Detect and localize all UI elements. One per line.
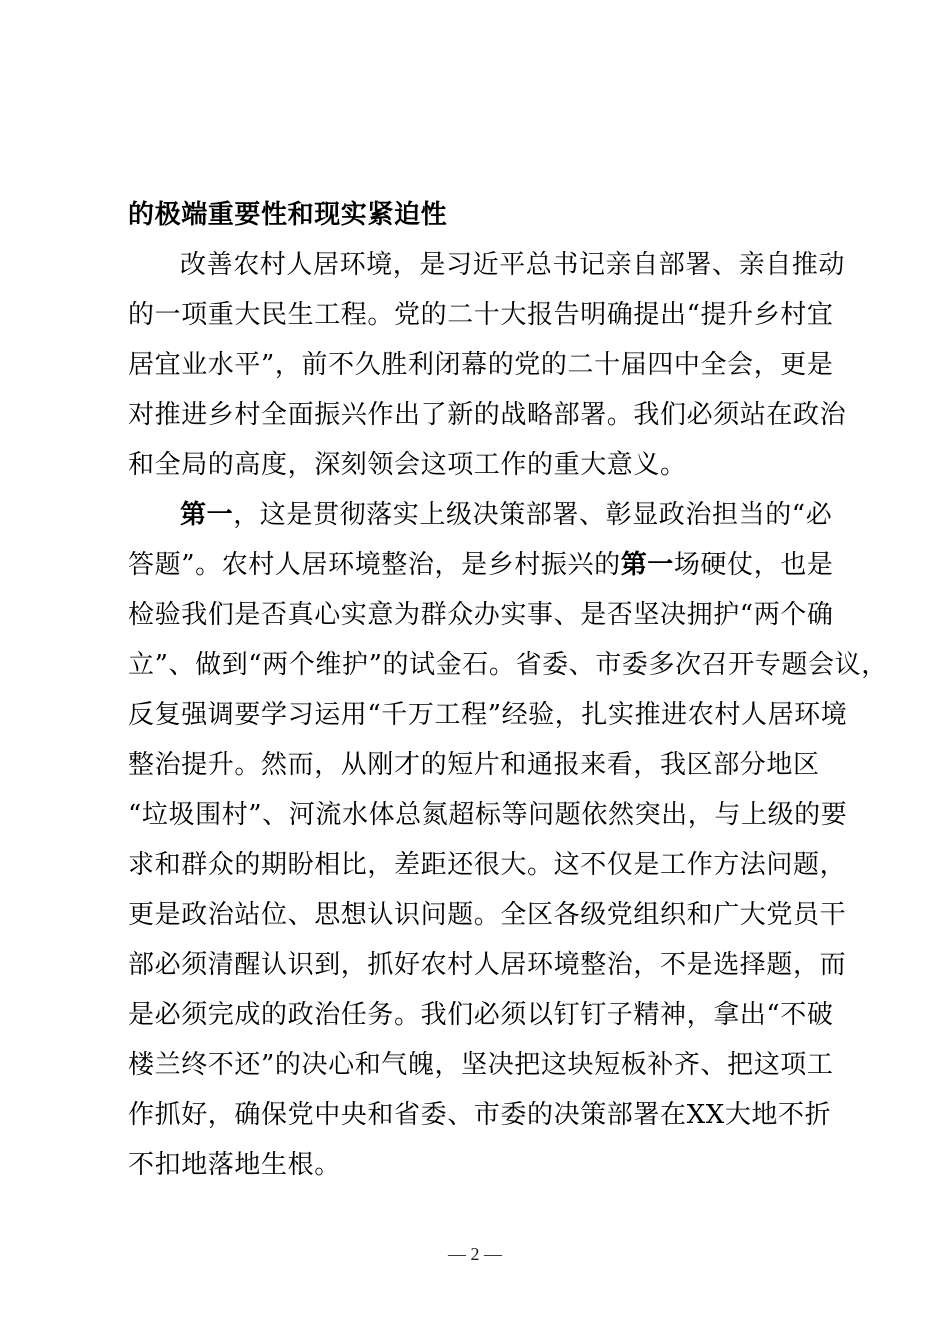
paragraph-line: 楼兰终不还”的决心和气魄，坚决把这块短板补齐、把这项工 [128,1050,834,1080]
paragraph-line [128,540,834,590]
paragraph-line: “垃圾围村”、河流水体总氮超标等问题依然突出，与上级的要 [128,800,848,830]
paragraph-line: 不扣地落地生根。 [128,1150,341,1180]
paragraph-line: 对推进乡村全面振兴作出了新的战略部署。我们必须站在政治 [128,400,847,430]
paragraph-text: ，这是贯彻落实上级决策部署、彰显政治担当的“必 [233,500,833,530]
paragraph-line: 反复强调要学习运用“千万工程”经验，扎实推进农村人居环境 [128,700,848,730]
document-body [128,190,888,1190]
section-heading-continuation: 的极端重要性和现实紧迫性 [128,200,448,230]
paragraph-first-point [128,490,888,1190]
paragraph-line: 居宜业水平”，前不久胜利闭幕的党的二十届四中全会，更是 [128,350,834,380]
paragraph-line: 的一项重大民生工程。党的二十大报告明确提出“提升乡村宜 [128,300,834,330]
paragraph-line: 和全局的高度，深刻领会这项工作的重大意义。 [128,450,687,480]
paragraph-line: 立”、做到“两个维护”的试金石。省委、市委多次召开专题会议， [128,650,888,680]
paragraph-text: 答题”。农村人居环境整治，是乡村振兴的 [128,550,621,580]
paragraph-line: 检验我们是否真心实意为群众办实事、是否坚决拥护“两个确 [128,600,834,630]
paragraph-line: 改善农村人居环境，是习近平总书记亲自部署、亲自推动 [180,250,846,280]
paragraph-line: 整治提升。然而，从刚才的短片和通报来看，我区部分地区 [128,750,820,780]
paragraph-line: 是必须完成的政治任务。我们必须以钉钉子精神，拿出“不破 [128,1000,834,1030]
paragraph-line [128,490,833,540]
point-label: 第一 [180,500,234,530]
paragraph-line: 部必须清醒认识到，抓好农村人居环境整治，不是选择题，而 [128,950,847,980]
page-number: — 2 — [448,1244,502,1264]
paragraph-line: 作抓好，确保党中央和省委、市委的决策部署在XX大地不折 [128,1100,832,1130]
paragraph-line: 更是政治站位、思想认识问题。全区各级党组织和广大党员干 [128,900,847,930]
paragraph-intro [128,240,847,490]
paragraph-text: 场硬仗，也是 [673,550,834,580]
paragraph-line: 求和群众的期盼相比，差距还很大。这不仅是工作方法问题， [128,850,847,880]
emphasis-text: 第一 [620,550,674,580]
